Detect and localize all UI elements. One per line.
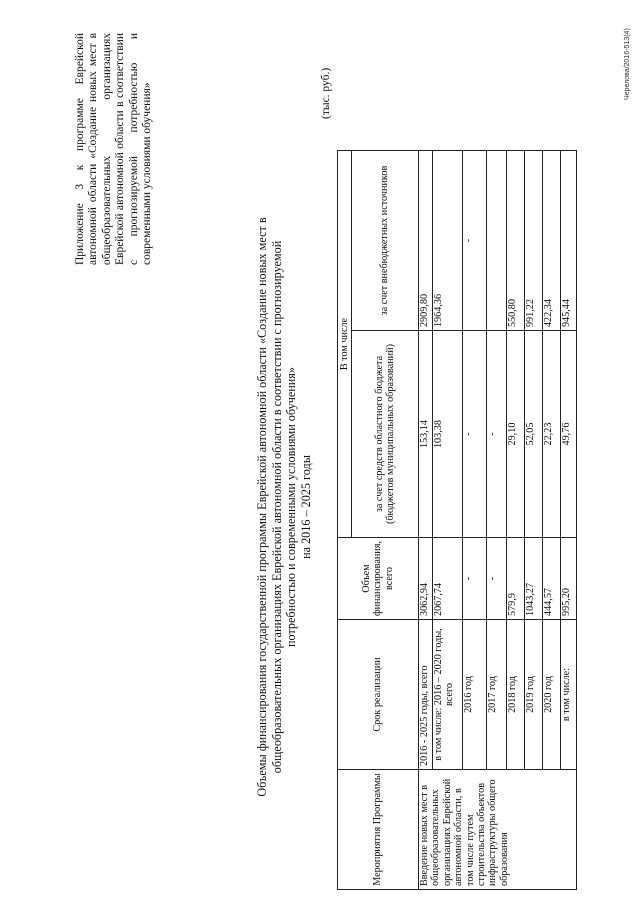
regional-cell: 49,76 bbox=[561, 331, 577, 538]
event-cell: Введение новых мест в общеобразовательных организациях Еврейской автономной области, в том числе путем строительства объектов инфраструктуры общего образования bbox=[419, 770, 577, 890]
extra-cell: - bbox=[463, 151, 487, 331]
header-including: В том числе bbox=[338, 151, 352, 538]
total-cell: 995,20 bbox=[561, 538, 577, 620]
extra-cell bbox=[487, 151, 507, 331]
header-total: Объем финансирования, всего bbox=[338, 538, 419, 620]
regional-cell: 22,23 bbox=[543, 331, 561, 538]
extra-cell: 991,22 bbox=[525, 151, 543, 331]
unit-label: (тыс. руб.) bbox=[320, 67, 332, 119]
extra-cell: 945,44 bbox=[561, 151, 577, 331]
header-regional: за счет средств областного бюджета (бюджетов муниципальных образований) bbox=[352, 331, 419, 538]
total-cell: 444,57 bbox=[543, 538, 561, 620]
document-title bbox=[255, 187, 313, 827]
term-cell: 2019 год bbox=[525, 620, 543, 770]
term-cell: 2020 год bbox=[543, 620, 561, 770]
regional-cell: - bbox=[487, 331, 507, 538]
term-cell: в том числе: 2016 – 2020 годы, всего bbox=[433, 620, 463, 770]
total-cell: 2067,74 bbox=[433, 538, 463, 620]
header-event: Мероприятия Программы bbox=[338, 770, 419, 890]
regional-cell: 52,05 bbox=[525, 331, 543, 538]
total-cell: - bbox=[487, 538, 507, 620]
document-signature: Черелова/2016-513(4) bbox=[624, 28, 631, 100]
regional-cell: 29,10 bbox=[507, 331, 525, 538]
total-cell: 579,9 bbox=[507, 538, 525, 620]
regional-cell: 103,38 bbox=[433, 331, 463, 538]
term-cell: 2018 год bbox=[507, 620, 525, 770]
header-extra: за счет внебюджетных источников bbox=[352, 151, 419, 331]
term-cell: 2017 год bbox=[487, 620, 507, 770]
regional-cell: - bbox=[463, 331, 487, 538]
term-cell: 2016 год bbox=[463, 620, 487, 770]
term-cell: в том числе: bbox=[561, 620, 577, 770]
title-line-4: на 2016 – 2025 годы bbox=[298, 455, 313, 559]
header-term: Срок реализации bbox=[338, 620, 419, 770]
term-cell: 2016 - 2025 годы, всего bbox=[419, 620, 433, 770]
regional-cell: 153,14 bbox=[419, 331, 433, 538]
extra-cell: 2909,80 bbox=[419, 151, 433, 331]
title-line-2: общеобразовательных организациях Еврейской автономной области в соответствии с прогнозируемой bbox=[269, 240, 284, 774]
total-cell: 3062,94 bbox=[419, 538, 433, 620]
appendix-note: Приложение 3 к программе Еврейской автономной области «Создание новых мест в общеобразовательных организациях Еврейской автономной области в соответствии с прогнозируемой потребностью и современными условиями обучения» bbox=[74, 33, 154, 265]
total-cell: - bbox=[463, 538, 487, 620]
title-line-1: Объемы финансирования государственной программы Еврейской автономной области «Создание новых мест в bbox=[255, 217, 269, 797]
financing-table bbox=[337, 150, 577, 890]
title-line-3: потребностью и современными условиями обучения» bbox=[284, 367, 298, 648]
total-cell: 1043,27 bbox=[525, 538, 543, 620]
extra-cell: 550,80 bbox=[507, 151, 525, 331]
extra-cell: 1964,36 bbox=[433, 151, 463, 331]
extra-cell: 422,34 bbox=[543, 151, 561, 331]
